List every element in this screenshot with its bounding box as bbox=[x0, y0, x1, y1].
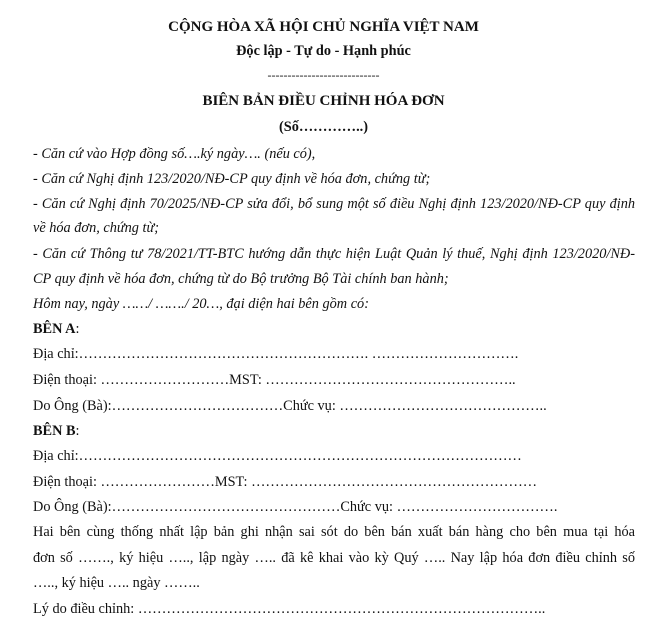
document-title: BIÊN BẢN ĐIỀU CHỈNH HÓA ĐƠN bbox=[202, 93, 445, 109]
party-a-phone-mst: Điện thoại: ………………………MST: …………………………………………….. bbox=[33, 372, 516, 388]
today-parties: Hôm nay, ngày ……/ ……./ 20…, đại diện hai bên gồm có: bbox=[33, 296, 369, 312]
agreement-line-2: đơn số ……., ký hiệu ….., lập ngày ….. đã kê khai vào kỳ Quý ….. Nay lập hóa đơn điều chỉnh số bbox=[33, 550, 635, 566]
basis-circular-78: - Căn cứ Thông tư 78/2021/TT-BTC hướng dẫn thực hiện Luật Quản lý thuế, Nghị định 123/2020/NĐ- bbox=[33, 246, 635, 262]
party-a-address: Địa chỉ:……………………………………………………. …………………………. bbox=[33, 346, 519, 362]
party-a-representative: Do Ông (Bà):………………………………Chức vụ: …………………………………….. bbox=[33, 398, 547, 414]
party-a-heading bbox=[33, 320, 80, 338]
agreement-line-3: ….., ký hiệu ….. ngày …….. bbox=[33, 575, 200, 591]
adjustment-reason: Lý do điều chỉnh: ………………………………………………………………………….. bbox=[33, 601, 546, 617]
basis-decree-123: - Căn cứ Nghị định 123/2020/NĐ-CP quy định về hóa đơn, chứng từ; bbox=[33, 171, 431, 187]
party-b-phone-mst: Điện thoại: ……………………MST: …………………………………………………… bbox=[33, 474, 538, 490]
national-title: CỘNG HÒA XÃ HỘI CHỦ NGHĨA VIỆT NAM bbox=[168, 19, 479, 35]
party-b-heading bbox=[33, 422, 80, 440]
basis-circular-78-cont: CP quy định về hóa đơn, chứng từ do Bộ trưởng Bộ Tài chính ban hành; bbox=[33, 271, 449, 287]
party-b-representative: Do Ông (Bà):…………………………………………Chức vụ: ……………………………. bbox=[33, 499, 558, 515]
motto: Độc lập - Tự do - Hạnh phúc bbox=[236, 43, 411, 59]
basis-contract: - Căn cứ vào Hợp đồng số….ký ngày…. (nếu có), bbox=[33, 146, 316, 162]
party-b-colon: : bbox=[75, 423, 80, 439]
party-b-address: Địa chỉ:………………………………………………………………………………… bbox=[33, 448, 522, 464]
separator: ---------------------------- bbox=[267, 68, 380, 82]
agreement-line-1: Hai bên cùng thống nhất lập bản ghi nhận sai sót do bên bán xuất bán hàng cho bên mua tại hóa bbox=[33, 524, 635, 540]
party-a-colon: : bbox=[75, 321, 80, 337]
party-a-label: BÊN A bbox=[33, 321, 76, 337]
document-number: (Số…………..) bbox=[279, 119, 368, 135]
basis-decree-70: - Căn cứ Nghị định 70/2025/NĐ-CP sửa đổi, bổ sung một số điều Nghị định 123/2020/NĐ-CP quy định bbox=[33, 196, 635, 212]
party-b-label: BÊN B bbox=[33, 423, 76, 439]
basis-decree-70-cont: về hóa đơn, chứng từ; bbox=[33, 220, 160, 236]
